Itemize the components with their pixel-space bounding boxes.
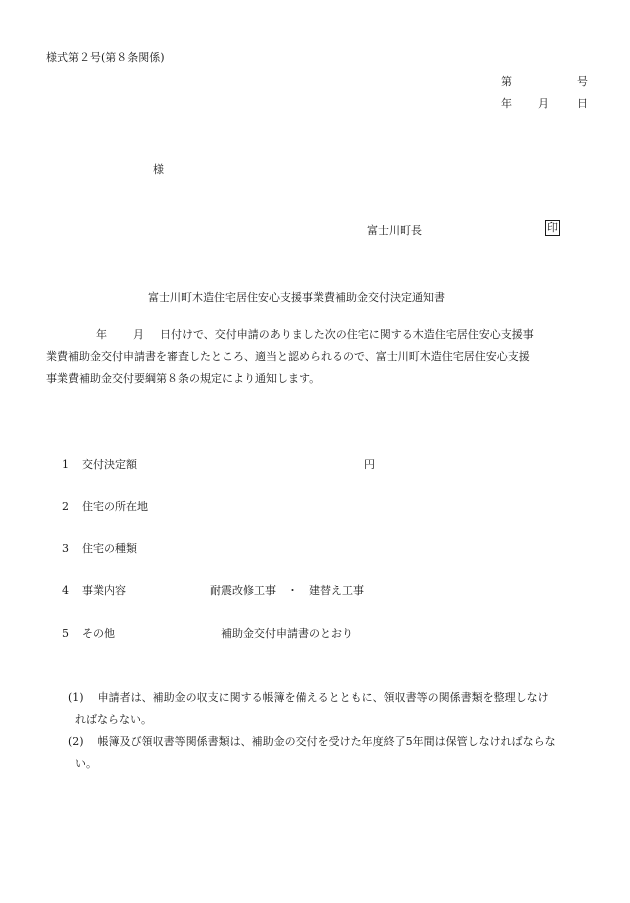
document-number-suffix: 号 (577, 75, 588, 88)
item-other-value: 補助金交付申請書のとおり (221, 627, 353, 640)
item-grant-amount: 1 交付決定額 円 (62, 458, 375, 471)
item-housing-type: 3 住宅の種類 (62, 542, 137, 555)
date-year: 年 (501, 97, 512, 110)
note-2: (2) 帳簿及び領収書等関係書類は、補助金の交付を受けた年度終了5年間は保管しなければならな い。 (68, 735, 556, 770)
body-text (46, 324, 591, 390)
notes (68, 687, 593, 775)
body-line-2: 業費補助金交付申請書を審査したところ、適当と認められるので、富士川町木造住宅居住安心支援 (46, 350, 530, 363)
date-month: 月 (538, 97, 549, 110)
body-line-1: 年 月 日付けで、交付申請のありました次の住宅に関する木造住宅居住安心支援事 (96, 328, 534, 341)
item-other: 5 その他 補助金交付申請書のとおり (62, 627, 353, 640)
item-project-options: 耐震改修工事 ・ 建替え工事 (210, 584, 364, 597)
addressee: 様 (153, 163, 164, 176)
item-grant-amount-unit: 円 (364, 458, 375, 471)
document-number-prefix: 第 (501, 75, 512, 88)
item-project-content: 4 事業内容 耐震改修工事 ・ 建替え工事 (62, 584, 364, 597)
body-line-3: 事業費補助金交付要綱第８条の規定により通知します。 (46, 372, 321, 385)
date-day: 日 (577, 97, 588, 110)
issuer: 富士川町長 (367, 224, 422, 237)
note-1: (1) 申請者は、補助金の収支に関する帳簿を備えるとともに、領収書等の関係書類を整理しなけ ればならない。 (68, 691, 549, 726)
seal-mark: 印 (547, 221, 558, 234)
form-label: 様式第２号(第８条関係) (46, 51, 165, 64)
item-address: 2 住宅の所在地 (62, 500, 148, 513)
document-title: 富士川町木造住宅居住安心支援事業費補助金交付決定通知書 (148, 291, 445, 304)
